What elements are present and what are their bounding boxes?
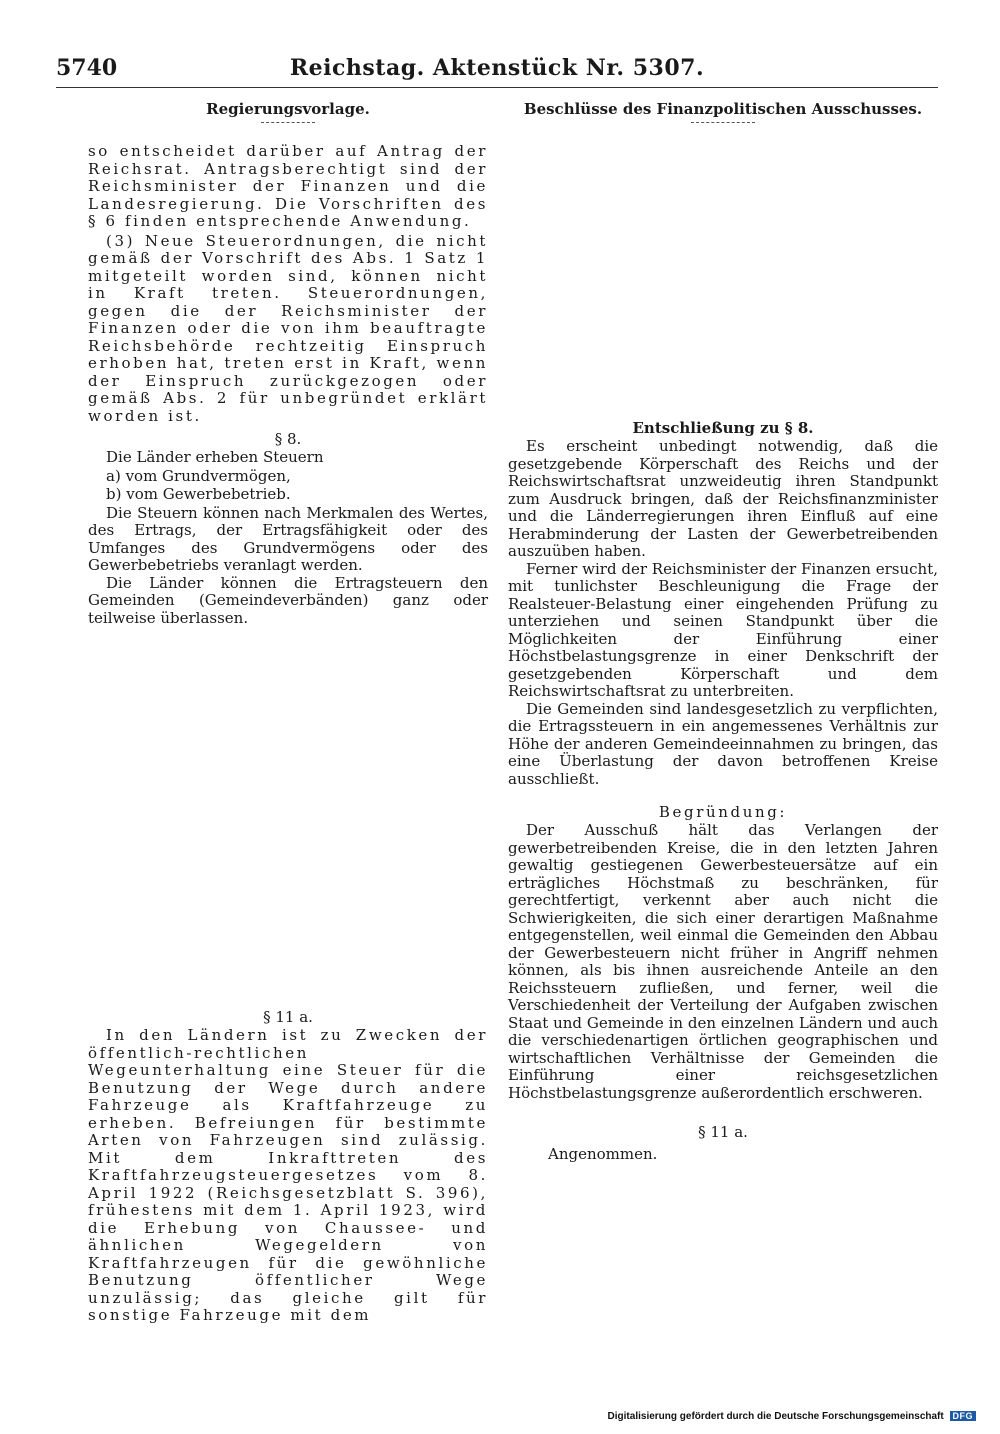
section-title-begruendung: Begründung: (658, 803, 788, 821)
paragraph: Der Ausschuß hält das Verlangen der gewerbetreibenden Kreise, die in den letzten Jahren gewaltig gestiegenen Gewerbesteuersätze auf ein erträgliches Höchstmaß zu beschränken, für gerechtfertigt, verkennt aber auch nicht die Schwierigkeiten, die sich einer derartigen Maßnahme entgegenstellen, weil einmal die Gemeinden den Abbau der Gewerbesteuern nicht früher in Angriff nehmen können, als bis ihnen ausreichende Anteile an den Reichssteuern zufließen, und ferner, weil die Verschiedenheit der Verteilung der Aufgaben zwischen Staat und Gemeinde in den einzelnen Ländern und auch die verschiedenartigen örtlichen geographischen und wirtschaftlichen Verhältnisse der Gemeinden die Einführung einer reichsgesetzlichen Höchstbelastungsgrenze außerordentlich erschweren. (508, 821, 938, 1102)
page-number: 5740 (56, 55, 118, 81)
paragraph: Angenommen. (548, 1145, 658, 1163)
section-title-s8: § 8. (274, 430, 302, 448)
right-column-heading: Beschlüsse des Finanzpolitischen Ausschusses. (523, 100, 923, 118)
paragraph: Die Länder erheben Steuern (106, 448, 324, 466)
heading-divider (691, 122, 755, 123)
running-title: Reichstag. Aktenstück Nr. 5307. (289, 55, 705, 81)
paragraph: Die Länder können die Ertragsteuern den Gemeinden (Gemeindeverbänden) ganz oder teilweise überlassen. (88, 573, 488, 627)
paragraph: (3) Neue Steuerordnungen, die nicht gemäß der Vorschrift des Abs. 1 Satz 1 mitgeteilt worden sind, können nicht in Kraft treten. Steuerordnungen, gegen die der Reichsminister der Finanzen oder die von ihm beauftragte Reichsbehörde rechtzeitig Einspruch erhoben hat, treten erst in Kraft, wenn der Einspruch zurückgezogen oder gemäß Abs. 2 für unbegründet erklärt worden ist. (88, 231, 488, 425)
right-column (508, 100, 938, 1164)
section-title-s11a: § 11 a. (698, 1123, 748, 1141)
paragraph: In den Ländern ist zu Zwecken der öffentlich-rechtlichen Wegeunterhaltung eine Steuer für die Benutzung der Wege durch andere Fahrzeuge als Kraftfahrzeuge zu erheben. Befreiungen für bestimmte Arten von Fahrzeugen sind zulässig. Mit dem Inkrafttreten des Kraftfahrzeugsteuergesetzes vom 8. April 1922 (Reichsgesetzblatt S. 396), frühestens mit dem 1. April 1923, wird die Erhebung von Chaussee- und ähnlichen Wegegeldern von Kraftfahrzeugen für die gewöhnliche Benutzung öffentlicher Wege unzulässig; das gleiche gilt für sonstige Fahrzeuge mit dem (88, 1026, 488, 1324)
credit-text: Digitalisierung gefördert durch die Deutsche Forschungsgemeinschaft (607, 1411, 944, 1422)
paragraph: Es erscheint unbedingt notwendig, daß die gesetzgebende Körperschaft des Reichs und der Reichswirtschaftsrat unzweideutig ihren Standpunkt zum Ausdruck bringen, daß der Reichsfinanzminister und die Länderregierungen ihren Einfluß auf eine Herabminderung der Lasten der Gewerbetreibenden auszuüben haben. (508, 437, 938, 560)
dfg-logo: DFG (950, 1411, 977, 1421)
header-rule (56, 87, 938, 88)
section-title-s11a: § 11 a. (263, 1008, 313, 1026)
left-column (88, 100, 488, 1325)
page-header (56, 55, 938, 85)
section-title-entschliessung: Entschließung zu § 8. (632, 419, 814, 437)
paragraph: Die Steuern können nach Merkmalen des Wertes, des Ertrags, der Ertragsfähigkeit oder des Umfanges des Grundvermögens oder des Gewerbebetriebs veranlagt werden. (88, 503, 488, 574)
paragraph: Ferner wird der Reichsminister der Finanzen ersucht, mit tunlichster Beschleunigung die Frage der Realsteuer-Belastung einer eingehenden Prüfung zu unterziehen und seinen Standpunkt über die Möglichkeiten der Einführung einer Höchstbelastungsgrenze in einer Denkschrift der gesetzgebenden Körperschaft und dem Reichswirtschaftsrat zu unterbreiten. (508, 559, 938, 700)
paragraph: Die Gemeinden sind landesgesetzlich zu verpflichten, die Ertragssteuern in ein angemessenes Verhältnis zur Höhe der anderen Gemeindeeinnahmen zu bringen, das eine Überlastung der davon betroffenen Kreise ausschließt. (508, 699, 938, 788)
paragraph: so entscheidet darüber auf Antrag der Reichsrat. Antragsberechtigt sind der Reichsminister der Finanzen und die Landesregierung. Die Vorschriften des § 6 finden entsprechende Anwendung. (88, 142, 488, 230)
list-item: a) vom Grundvermögen, (106, 466, 291, 485)
left-column-heading: Regierungsvorlage. (206, 100, 370, 118)
digitization-credit (608, 1411, 976, 1422)
list-item: b) vom Gewerbebetrieb. (106, 484, 291, 503)
heading-divider (261, 122, 315, 123)
